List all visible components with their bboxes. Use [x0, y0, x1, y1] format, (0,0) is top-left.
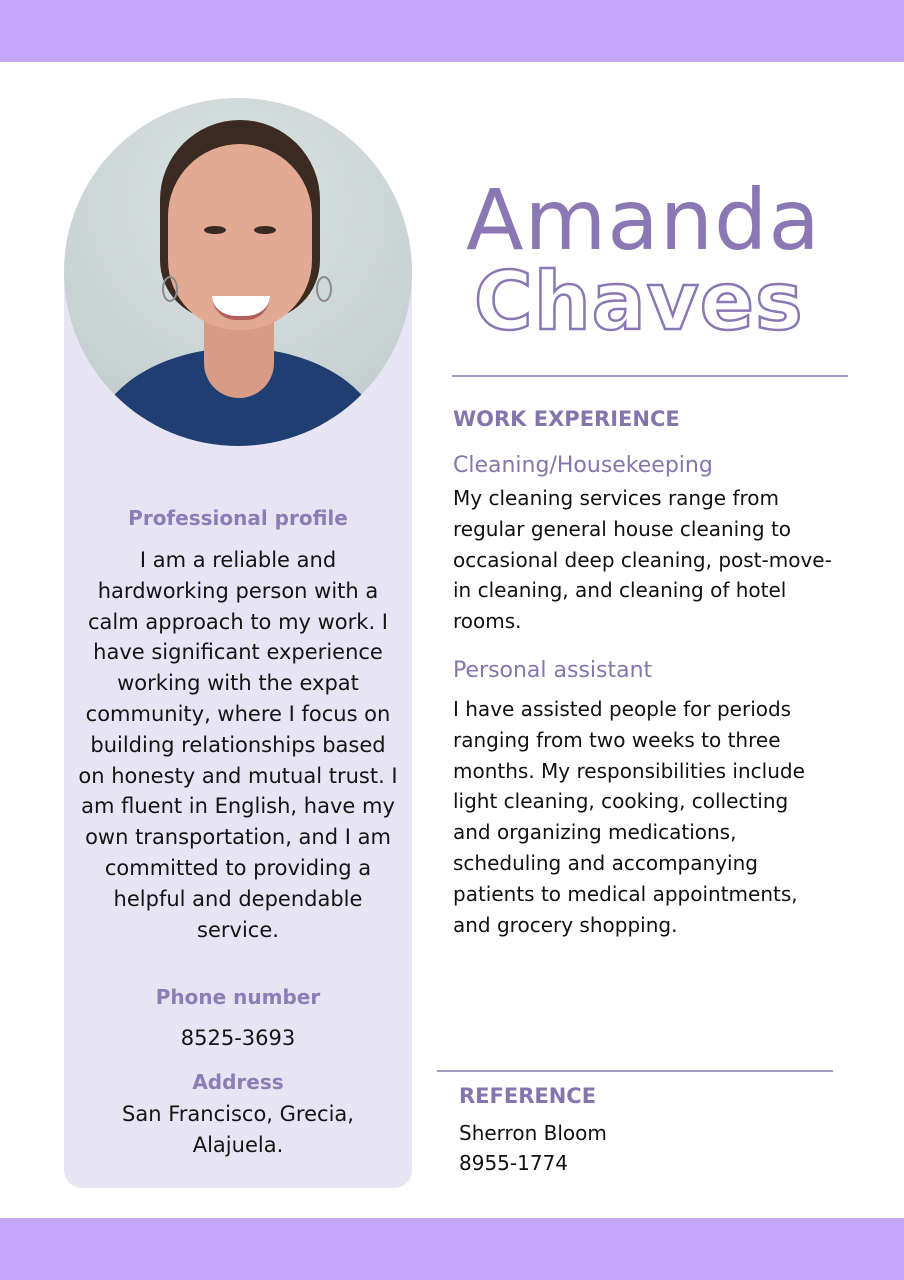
work-experience-heading: WORK EXPERIENCE — [453, 407, 680, 431]
reference-name: Sherron Bloom — [459, 1121, 607, 1145]
job-description: My cleaning services range from regular general house cleaning to occasional deep cleaning, post-move-in cleaning, and cleaning of hotel rooms. — [453, 486, 832, 634]
profile-text: I am a reliable and hardworking person with a calm approach to my work. I have significant experience working with the expat community, where I focus on building relationships based on honesty and mutual trust. I am fluent in English, have my own transportation, and I am committed to providing a helpful and dependable service. — [78, 548, 398, 942]
job-title: Cleaning/Housekeeping — [453, 453, 713, 478]
job-title: Personal assistant — [453, 658, 653, 683]
divider — [437, 1070, 833, 1072]
reference-heading: REFERENCE — [459, 1084, 597, 1108]
address-heading: Address — [192, 1070, 284, 1094]
bottom-band — [0, 1218, 904, 1280]
last-name: Chaves — [474, 255, 804, 348]
first-name: Amanda — [466, 171, 821, 269]
divider — [452, 375, 848, 377]
phone-heading: Phone number — [155, 985, 321, 1009]
job-description: I have assisted people for periods ranging from two weeks to three months. My responsibilities include light cleaning, cooking, collecting and organizing medications, scheduling and accompanying patients to medical appointments, and grocery shopping. — [453, 697, 805, 937]
top-band — [0, 0, 904, 62]
reference-phone: 8955-1774 — [459, 1151, 569, 1175]
phone-value: 8525-3693 — [180, 1026, 296, 1050]
profile-photo — [64, 98, 412, 446]
address-value: San Francisco, Grecia, Alajuela. — [122, 1102, 354, 1157]
profile-heading: Professional profile — [128, 506, 348, 530]
